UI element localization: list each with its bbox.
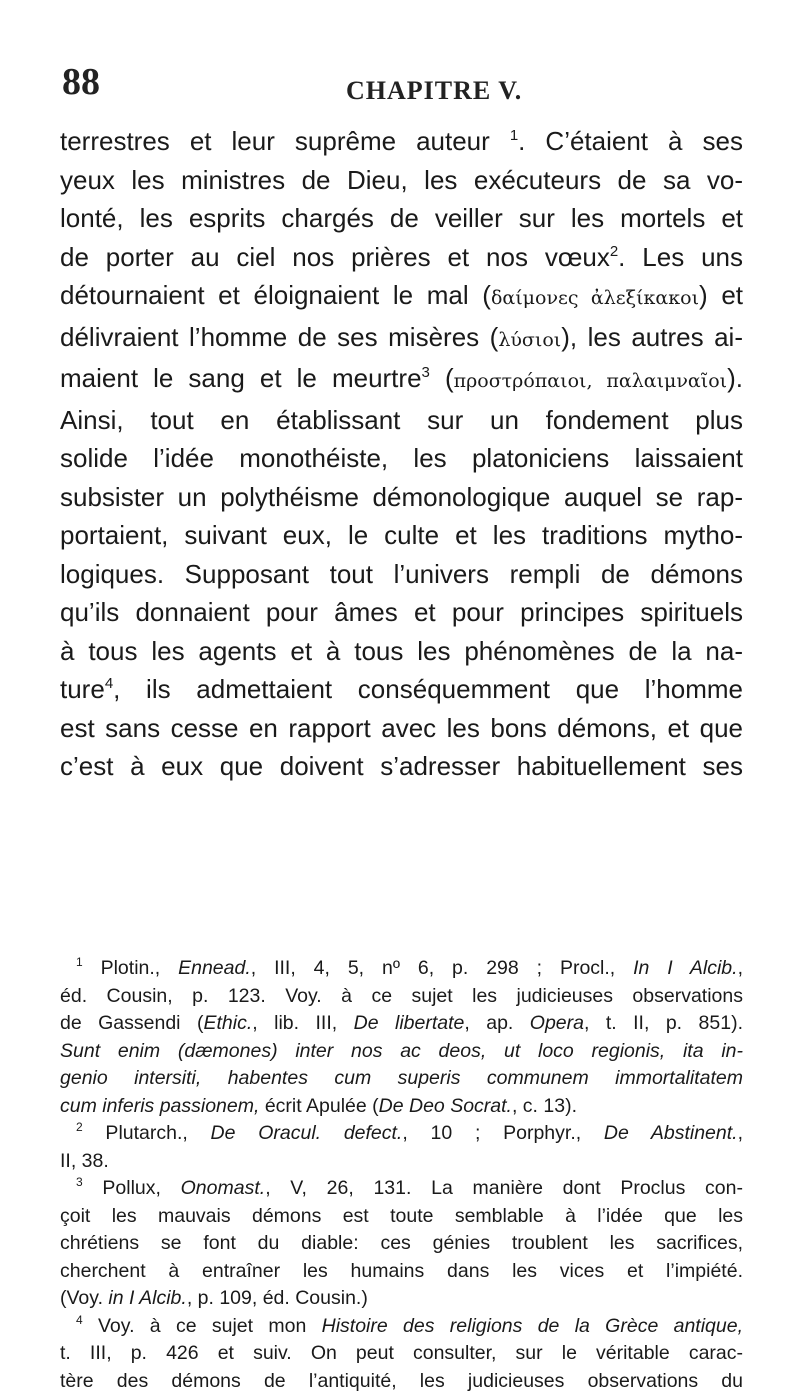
footnote-line: de Gassendi (Ethic., lib. III, De libertate, ap. Opera, t. II, p. 851). bbox=[60, 1010, 743, 1038]
text-line: logiques. Supposant tout l’univers rempli de démons bbox=[60, 555, 743, 594]
footnote-ref: 3 bbox=[422, 364, 430, 381]
greek-term: προστρόπαιοι, παλαιμναῖοι bbox=[454, 370, 727, 392]
footnote-3: $^3$ Pollux, Onomast., V, 26, 131. La manière dont Proclus con- bbox=[60, 1175, 743, 1203]
footnote-ref: 4 bbox=[105, 675, 113, 692]
text-line: de porter au ciel nos prières et nos vœux$^2$. Les uns bbox=[60, 238, 743, 277]
footnote-line: cum inferis passionem, écrit Apulée (De Deo Socrat., c. 13). bbox=[60, 1093, 743, 1121]
text-line: portaient, suivant eux, le culte et les traditions mytho- bbox=[60, 516, 743, 555]
page-number: 88 bbox=[62, 62, 100, 102]
body-text bbox=[60, 122, 743, 786]
page-header bbox=[0, 62, 800, 112]
text-line: terrestres et leur suprême auteur $^1$. C’étaient à ses bbox=[60, 122, 743, 161]
text-line: lonté, les esprits chargés de veiller sur les mortels et bbox=[60, 199, 743, 238]
footnote-line: tère des démons de l’antiquité, les judicieuses observations du bbox=[60, 1368, 743, 1395]
footnote-line: chrétiens se font du diable: ces génies troublent les sacrifices, bbox=[60, 1230, 743, 1258]
footnote-line: Sunt enim (dæmones) inter nos ac deos, ut loco regionis, ita in- bbox=[60, 1038, 743, 1066]
text-line: à tous les agents et à tous les phénomènes de la na- bbox=[60, 632, 743, 671]
text-line: Ainsi, tout en établissant sur un fondement plus bbox=[60, 401, 743, 440]
greek-term: λύσιοι bbox=[498, 329, 561, 351]
text-line: qu’ils donnaient pour âmes et pour principes spirituels bbox=[60, 593, 743, 632]
text-line: ture$^4$, ils admettaient conséquemment que l’homme bbox=[60, 670, 743, 709]
text-line: solide l’idée monothéiste, les platoniciens laissaient bbox=[60, 439, 743, 478]
footnote-line: t. III, p. 426 et suiv. On peut consulter, sur le véritable carac- bbox=[60, 1340, 743, 1368]
footnote-line: çoit les mauvais démons est toute semblable à l’idée que les bbox=[60, 1203, 743, 1231]
footnote-line: cherchent à entraîner les humains dans les vices et l’impiété. bbox=[60, 1258, 743, 1286]
text-line: maient le sang et le meurtre$^3$ (προστρόπαιοι, παλαιμναῖοι). bbox=[60, 359, 743, 401]
greek-term: δαίμονες ἀλεξίκακοι bbox=[491, 287, 699, 309]
footnote-4: $^4$ Voy. à ce sujet mon Histoire des religions de la Grèce antique, bbox=[60, 1313, 743, 1341]
footnote-2: $^2$ Plutarch., De Oracul. defect., 10 ; Porphyr., De Abstinent., bbox=[60, 1120, 743, 1148]
footnote-line: genio intersiti, habentes cum superis communem immortalitatem bbox=[60, 1065, 743, 1093]
footnote-ref: 1 bbox=[510, 127, 518, 144]
footnote-1: $^1$ Plotin., Ennead., III, 4, 5, nº 6, p. 298 ; Procl., In I Alcib., bbox=[60, 955, 743, 983]
text-line: yeux les ministres de Dieu, les exécuteurs de sa vo- bbox=[60, 161, 743, 200]
text-line: délivraient l’homme de ses misères (λύσιοι), les autres ai- bbox=[60, 318, 743, 360]
footnote-line: (Voy. in I Alcib., p. 109, éd. Cousin.) bbox=[60, 1285, 743, 1313]
footnote-ref: 2 bbox=[610, 243, 618, 260]
text-line: subsister un polythéisme démonologique auquel se rap- bbox=[60, 478, 743, 517]
footnote-line: éd. Cousin, p. 123. Voy. à ce sujet les judicieuses observations bbox=[60, 983, 743, 1011]
text-line: c’est à eux que doivent s’adresser habituellement ses bbox=[60, 747, 743, 786]
running-head: CHAPITRE V. bbox=[346, 76, 522, 106]
footnotes bbox=[60, 955, 743, 1395]
text-line: détournaient et éloignaient le mal (δαίμονες ἀλεξίκακοι) et bbox=[60, 276, 743, 318]
footnote-line: II, 38. bbox=[60, 1148, 743, 1176]
text-line: est sans cesse en rapport avec les bons démons, et que bbox=[60, 709, 743, 748]
